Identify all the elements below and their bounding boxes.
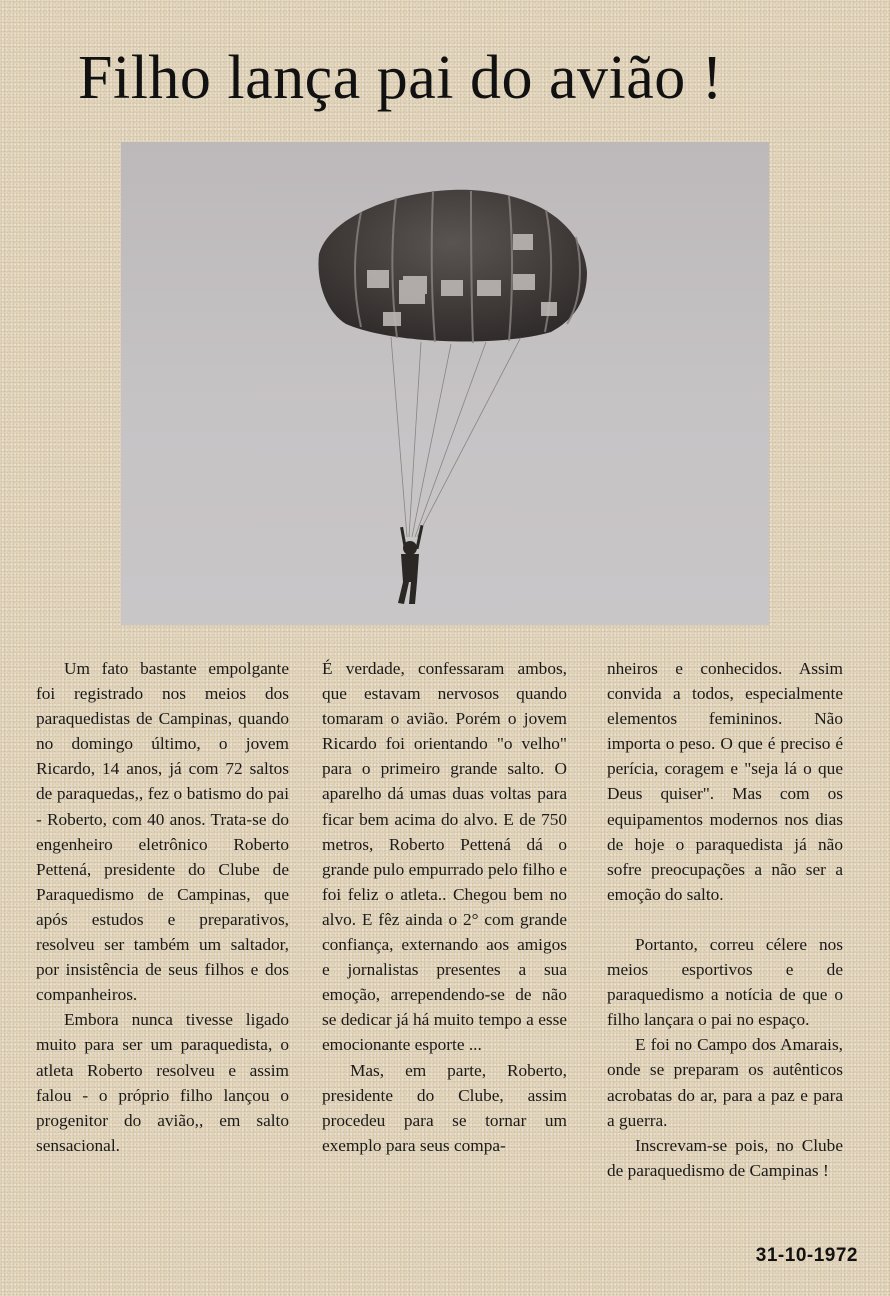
paragraph: Um fato bastante empolgante foi registrado nos meios dos paraquedistas de Campinas, quando no domingo último, o jovem Ricardo, 14 anos, já com 72 saltos de paraquedas,, fez o batismo do pai - Roberto, com 40 anos. Trata-se do engenheiro eletrônico Roberto Pettená, presidente do Clube de Paraquedismo de Campinas, que após estudos e preparativos, resolveu ser também um saltador, por insistência de seus filhos e dos companheiros. (36, 659, 289, 1005)
paragraph: Inscrevam-se pois, no Clube de paraquedismo de Campinas ! (607, 1135, 843, 1180)
headline: Filho lança pai do avião ! (78, 44, 723, 112)
paragraph: É verdade, confessaram ambos, que estavam nervosos quando tomaram o avião. Porém o jovem Ricardo foi orientando "o velho" para o primeiro grande salto. O aparelho dá umas duas voltas para ficar bem acima do alvo. E de 750 metros, Roberto Pettená dá o grande pulo empurrado pelo filho e foi feliz o atleta.. Chegou bem no alvo. E fêz ainda o 2° com grande confiança, externando aos amigos e jornalistas presentes a sua emoção, arrependendo-se de não se dedicar já há muito tempo a esse emocionante esporte ... (322, 659, 567, 1055)
paragraph: Embora nunca tivesse ligado muito para ser um paraquedista, o atleta Roberto resolveu e assim falou - o próprio filho lançou o progenitor do avião,, em salto sensacional. (36, 1010, 289, 1155)
article-column-1 (36, 656, 289, 1158)
paragraph: Portanto, correu célere nos meios esportivos e de paraquedismo a notícia de que o filho lançara o pai no espaço. (607, 934, 843, 1030)
article-column-2 (322, 656, 567, 1158)
publication-date: 31-10-1972 (755, 1245, 858, 1266)
paragraph: E foi no Campo dos Amarais, onde se preparam os autênticos acrobatas do ar, para a paz e para a guerra. (607, 1035, 843, 1130)
parachutist-illustration (121, 142, 769, 625)
paragraph: nheiros e conhecidos. Assim convida a todos, especialmente elementos femininos. Não importa o peso. O que é preciso é perícia, coragem e "seja lá o que Deus quiser". Mas com os equipamentos modernos nos dias de hoje o paraquedista já não sofre preocupações a não ser a emoção do salto. (607, 659, 843, 904)
paragraph: Mas, em parte, Roberto, presidente do Clube, assim procedeu para se tornar um exemplo para seus compa- (322, 1060, 567, 1155)
article-column-3 (607, 656, 843, 1183)
parachute-photo (121, 142, 769, 625)
